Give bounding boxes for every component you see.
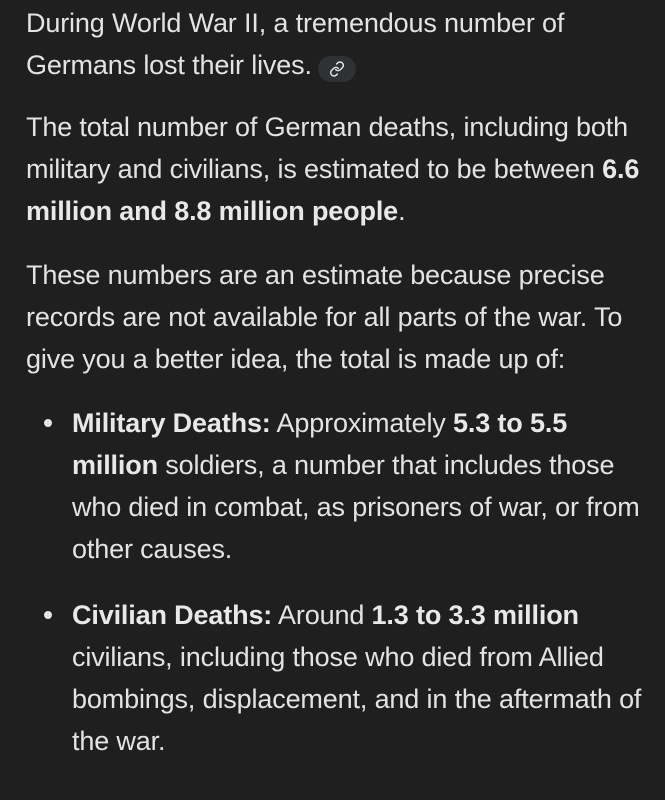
military-label: Military Deaths: — [72, 408, 271, 438]
intro-paragraph — [26, 0, 651, 86]
civilian-text-before: Around — [272, 600, 372, 630]
civilian-range: 1.3 to 3.3 million — [371, 600, 579, 630]
total-deaths-paragraph — [26, 106, 651, 232]
total-text-after: . — [398, 196, 406, 226]
list-item-military — [72, 402, 651, 570]
military-text-before: Approximately — [270, 408, 453, 438]
civilian-label: Civilian Deaths: — [72, 600, 273, 630]
deaths-breakdown-list — [26, 402, 651, 762]
military-range: 5.3 to 5.5 million — [72, 408, 568, 480]
bullet-dot — [44, 611, 52, 619]
list-item-civilian — [72, 594, 651, 762]
total-deaths-range: 6.6 million and 8.8 million people — [26, 154, 640, 226]
bullet-dot — [44, 419, 52, 427]
estimate-paragraph: These numbers are an estimate because precise records are not available for all parts of the war. To give you a better idea, the total is made up of: — [26, 260, 623, 374]
military-text-after: soldiers, a number that includes those who died in combat, as prisoners of war, or from other causes. — [72, 450, 640, 564]
link-icon — [329, 61, 345, 77]
source-link-chip[interactable] — [318, 56, 356, 82]
total-text-before: The total number of German deaths, including both military and civilians, is estimated to be between — [26, 112, 629, 184]
intro-text: During World War II, a tremendous number of Germans lost their lives. — [26, 8, 565, 80]
civilian-text-after: civilians, including those who died from Allied bombings, displacement, and in the aftermath of the war. — [72, 642, 642, 756]
